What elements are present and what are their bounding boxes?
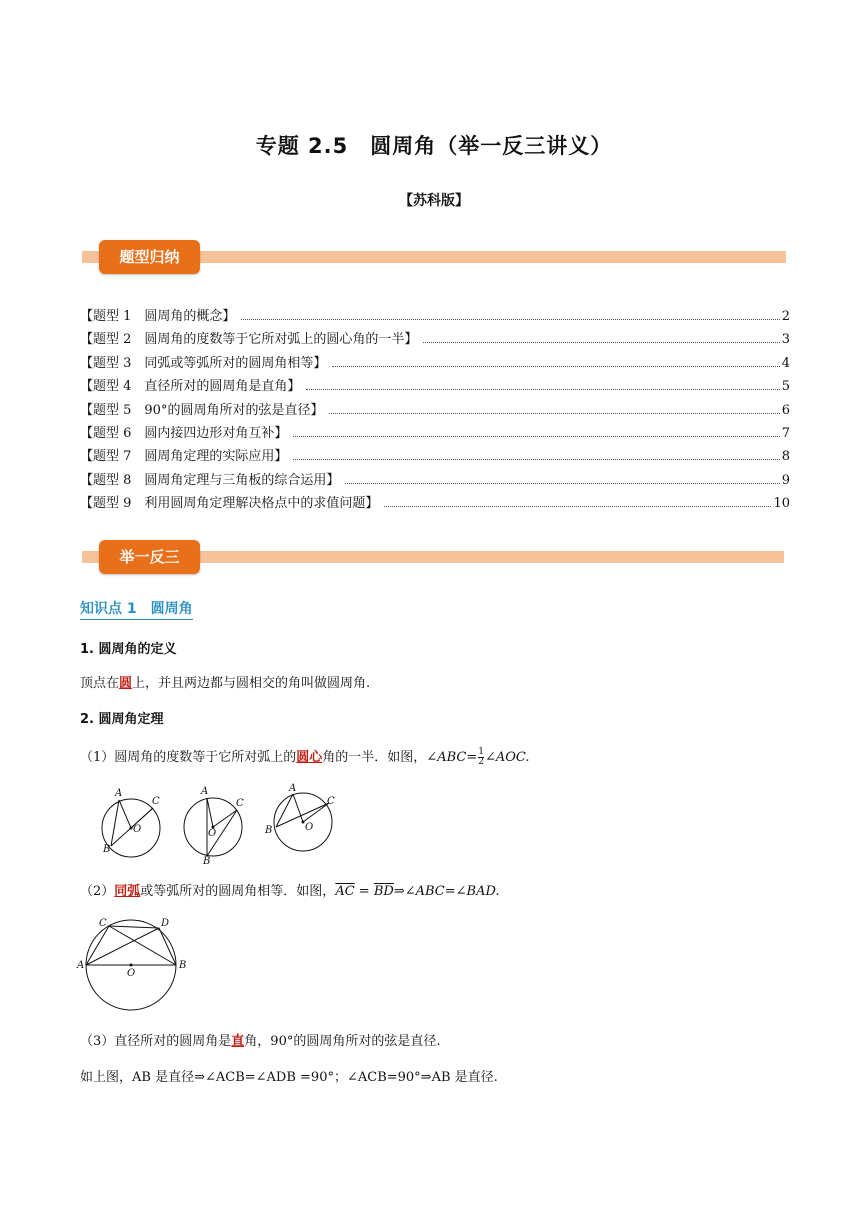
- figure-equal-arcs: [75, 912, 200, 1014]
- toc-item-page: 3: [781, 332, 790, 348]
- label-D: D: [161, 918, 170, 929]
- toc-item-label: 【题型 6 圆内接四边形对角互补】: [80, 425, 288, 441]
- toc-leader-dots: [306, 389, 779, 390]
- toc-item-label: 【题型 1 圆周角的概念】: [80, 309, 236, 324]
- page-title: 专题 2.5 圆周角（举一反三讲义）: [255, 134, 613, 158]
- toc-leader-dots: [384, 506, 771, 507]
- text: 上，并且两边都与圆相交的角叫做圆周角.: [132, 676, 371, 691]
- arc-ac: $\overline{AC}$: [335, 884, 355, 899]
- toc-item-label: 【题型 5 90°的圆周角所对的弦是直径】: [80, 402, 324, 418]
- numerator: 1: [478, 747, 484, 757]
- edition-label: 【苏科版】: [399, 193, 469, 209]
- label-C: C: [236, 798, 244, 809]
- toc-item[interactable]: [80, 328, 790, 351]
- label-O: O: [208, 828, 217, 839]
- theorem-3: [80, 1030, 440, 1049]
- label-A: A: [115, 788, 123, 799]
- label-B: B: [179, 960, 187, 971]
- theorem-1: [80, 746, 530, 767]
- toc-item-page: 6: [781, 402, 790, 418]
- toc-item[interactable]: [80, 422, 790, 445]
- text: （1）圆周角的度数等于它所对弧上的: [80, 750, 297, 765]
- toc-item-label: 【题型 2 圆周角的度数等于它所对弧上的圆心角的一半】: [80, 332, 418, 348]
- section-label-types: 题型归纳: [99, 240, 200, 274]
- theorem-4: 如上图，AB 是直径⇒∠ACB=∠ADB =90°；∠ACB=90°⇒AB 是直径.: [80, 1070, 498, 1085]
- toc-item-page: 4: [781, 355, 790, 371]
- formula: ∠AOC.: [484, 750, 530, 765]
- text: 顶点在: [80, 676, 120, 691]
- toc-item-label: 【题型 8 圆周角定理与三角板的综合运用】: [80, 472, 340, 488]
- toc-item-label: 【题型 4 直径所对的圆周角是直角】: [80, 379, 301, 395]
- key-term: 圆: [119, 676, 133, 691]
- text: =: [354, 884, 374, 899]
- knowledge-point-title: 知识点 1 圆周角: [80, 598, 193, 620]
- toc-leader-dots: [329, 413, 779, 414]
- definition-heading: 1. 圆周角的定义: [80, 642, 177, 657]
- label-A: A: [201, 786, 209, 797]
- label-B: B: [103, 844, 111, 855]
- label-B: B: [203, 856, 211, 865]
- key-term: 圆心: [296, 750, 323, 765]
- label-C: C: [99, 918, 107, 929]
- text: 角的一半．如图，: [322, 750, 427, 765]
- label-C: C: [152, 796, 160, 807]
- denominator: 2: [478, 757, 484, 767]
- label-A: A: [77, 960, 85, 971]
- toc-item-label: 【题型 9 利用圆周角定理解决格点中的求值问题】: [80, 496, 379, 512]
- label-O: O: [305, 822, 314, 833]
- toc-item-label: 【题型 7 圆周角定理的实际应用】: [80, 449, 288, 465]
- toc-leader-dots: [332, 366, 779, 367]
- figure-inscribed-angles: [95, 780, 355, 865]
- toc-leader-dots: [423, 342, 779, 343]
- label-O: O: [127, 968, 136, 979]
- text: 角，90°的圆周角所对的弦是直径.: [244, 1034, 441, 1049]
- definition-text: [80, 672, 370, 691]
- section-label-practice: 举一反三: [99, 540, 200, 574]
- table-of-contents: [80, 305, 790, 516]
- toc-item[interactable]: [80, 469, 790, 492]
- toc-item[interactable]: [80, 305, 790, 328]
- text: （3）直径所对的圆周角是: [80, 1034, 232, 1049]
- toc-item-page: 2: [781, 309, 790, 324]
- label-O: O: [133, 824, 142, 835]
- toc-item[interactable]: [80, 375, 790, 398]
- toc-item[interactable]: [80, 352, 790, 375]
- toc-item-page: 9: [781, 472, 790, 488]
- toc-item-label: 【题型 3 同弧或等弧所对的圆周角相等】: [80, 355, 327, 371]
- formula: ⇒∠ABC=∠BAD.: [393, 884, 500, 899]
- label-A: A: [289, 783, 297, 794]
- toc-item[interactable]: [80, 492, 790, 515]
- toc-leader-dots: [293, 459, 779, 460]
- toc-item-page: 5: [781, 379, 790, 395]
- toc-item[interactable]: [80, 445, 790, 468]
- fraction: [478, 748, 484, 767]
- toc-item-page: 7: [781, 425, 790, 441]
- toc-leader-dots: [241, 319, 779, 320]
- key-term: 同弧: [114, 884, 141, 899]
- arc-bd: $\overline{BD}$: [373, 884, 394, 899]
- toc-item-page: 10: [773, 496, 790, 512]
- text: （2）: [80, 884, 115, 899]
- key-term: 直: [231, 1034, 245, 1049]
- toc-item[interactable]: [80, 399, 790, 422]
- text: 或等弧所对的圆周角相等．如图，: [140, 884, 336, 899]
- toc-item-page: 8: [781, 449, 790, 465]
- label-B: B: [265, 825, 273, 836]
- label-C: C: [327, 796, 335, 807]
- formula: ∠ABC=: [426, 750, 478, 765]
- toc-leader-dots: [293, 436, 779, 437]
- toc-leader-dots: [345, 483, 779, 484]
- theorem-heading: 2. 圆周角定理: [80, 712, 164, 727]
- theorem-2: [80, 880, 500, 899]
